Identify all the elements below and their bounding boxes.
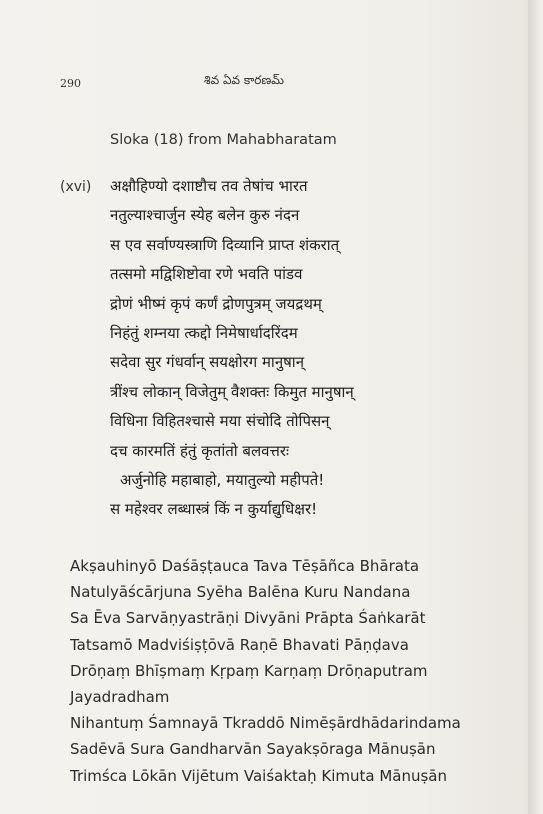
transliteration-line: Drōṇaṃ Bhīṣmaṃ Kṛpaṃ Karṇaṃ Drōṇaputram [70, 661, 428, 680]
transliteration-line: Nihantuṃ Śamnayā Tkraddō Nimēṣārdhādarindama [70, 714, 461, 733]
section-heading: Sloka (18) from Mahabharatam [110, 132, 337, 148]
sanskrit-line: द्रोणं भीष्मं कृपं कर्णं द्रोणपुत्रम् जयद्रथम् [110, 294, 322, 313]
transliteration-line: Trimśca Lōkān Vijētum Vaiśaktaḥ Kimuta Mānuṣān [70, 766, 447, 785]
sanskrit-line: स एव सर्वाण्यस्त्राणि दिव्यानि प्राप्त शंकरात् [110, 235, 340, 254]
transliteration-line: Sadēvā Sura Gandharvān Sayakṣōraga Mānuṣān [70, 740, 436, 759]
verse-marker: (xvi) [60, 179, 92, 195]
transliteration-block [70, 553, 520, 789]
running-header-title: శివ ఏవ కారణమ్ [204, 73, 284, 87]
sanskrit-line: दच कारमतिं हंतुं कृतांतो बलवत्तरः [110, 441, 290, 460]
sanskrit-line: त्रींश्च लोकान् विजेतुम् वैशक्तः किमुत मानुषान् [110, 382, 354, 401]
page-edge-shadow [528, 0, 543, 814]
transliteration-line: Tatsamō Madviśiṣṭōvā Raṇē Bhavati Pāṇḍava [70, 635, 409, 654]
sanskrit-line: स महेश्वर लब्धास्त्रं किं न कुर्याद्युधिक्षर! [110, 500, 318, 519]
page-number: 290 [60, 77, 81, 90]
transliteration-line: Akṣauhinyō Daśāṣṭauca Tava Tēṣāñca Bhārata [70, 557, 420, 575]
sanskrit-verse-block [110, 172, 510, 525]
transliteration-line: Sa Ēva Sarvāṇyastrāṇi Divyāni Prāpta Śaṅkarāt [70, 609, 426, 628]
sanskrit-line: अक्षौहिण्यो दशाष्टौच तव तेषांच भारत [110, 177, 308, 195]
sanskrit-line: तत्समो मद्विशिष्टोवा रणे भवति पांडव [110, 265, 303, 284]
transliteration-line: Jayadradham [70, 688, 170, 707]
sanskrit-line: विधिना विहितश्चासे मया संचोदि तोपिसन् [110, 412, 330, 431]
transliteration-line: Natulyāścārjuna Syēha Balēna Kuru Nandana [70, 583, 411, 602]
sanskrit-line: अर्जुनोहि महाबाहो, मयातुल्यो महीपते! [120, 471, 325, 490]
sanskrit-line: नतुल्याश्चार्जुन स्येह बलेन कुरु नंदन [110, 206, 300, 225]
sanskrit-line: निहंतुं शम्नया त्कद्दो निमेषार्धादरिंदम [110, 324, 298, 343]
sanskrit-line: सदेवा सुर गंधर्वान् सयक्षोरग मानुषान् [110, 353, 305, 372]
